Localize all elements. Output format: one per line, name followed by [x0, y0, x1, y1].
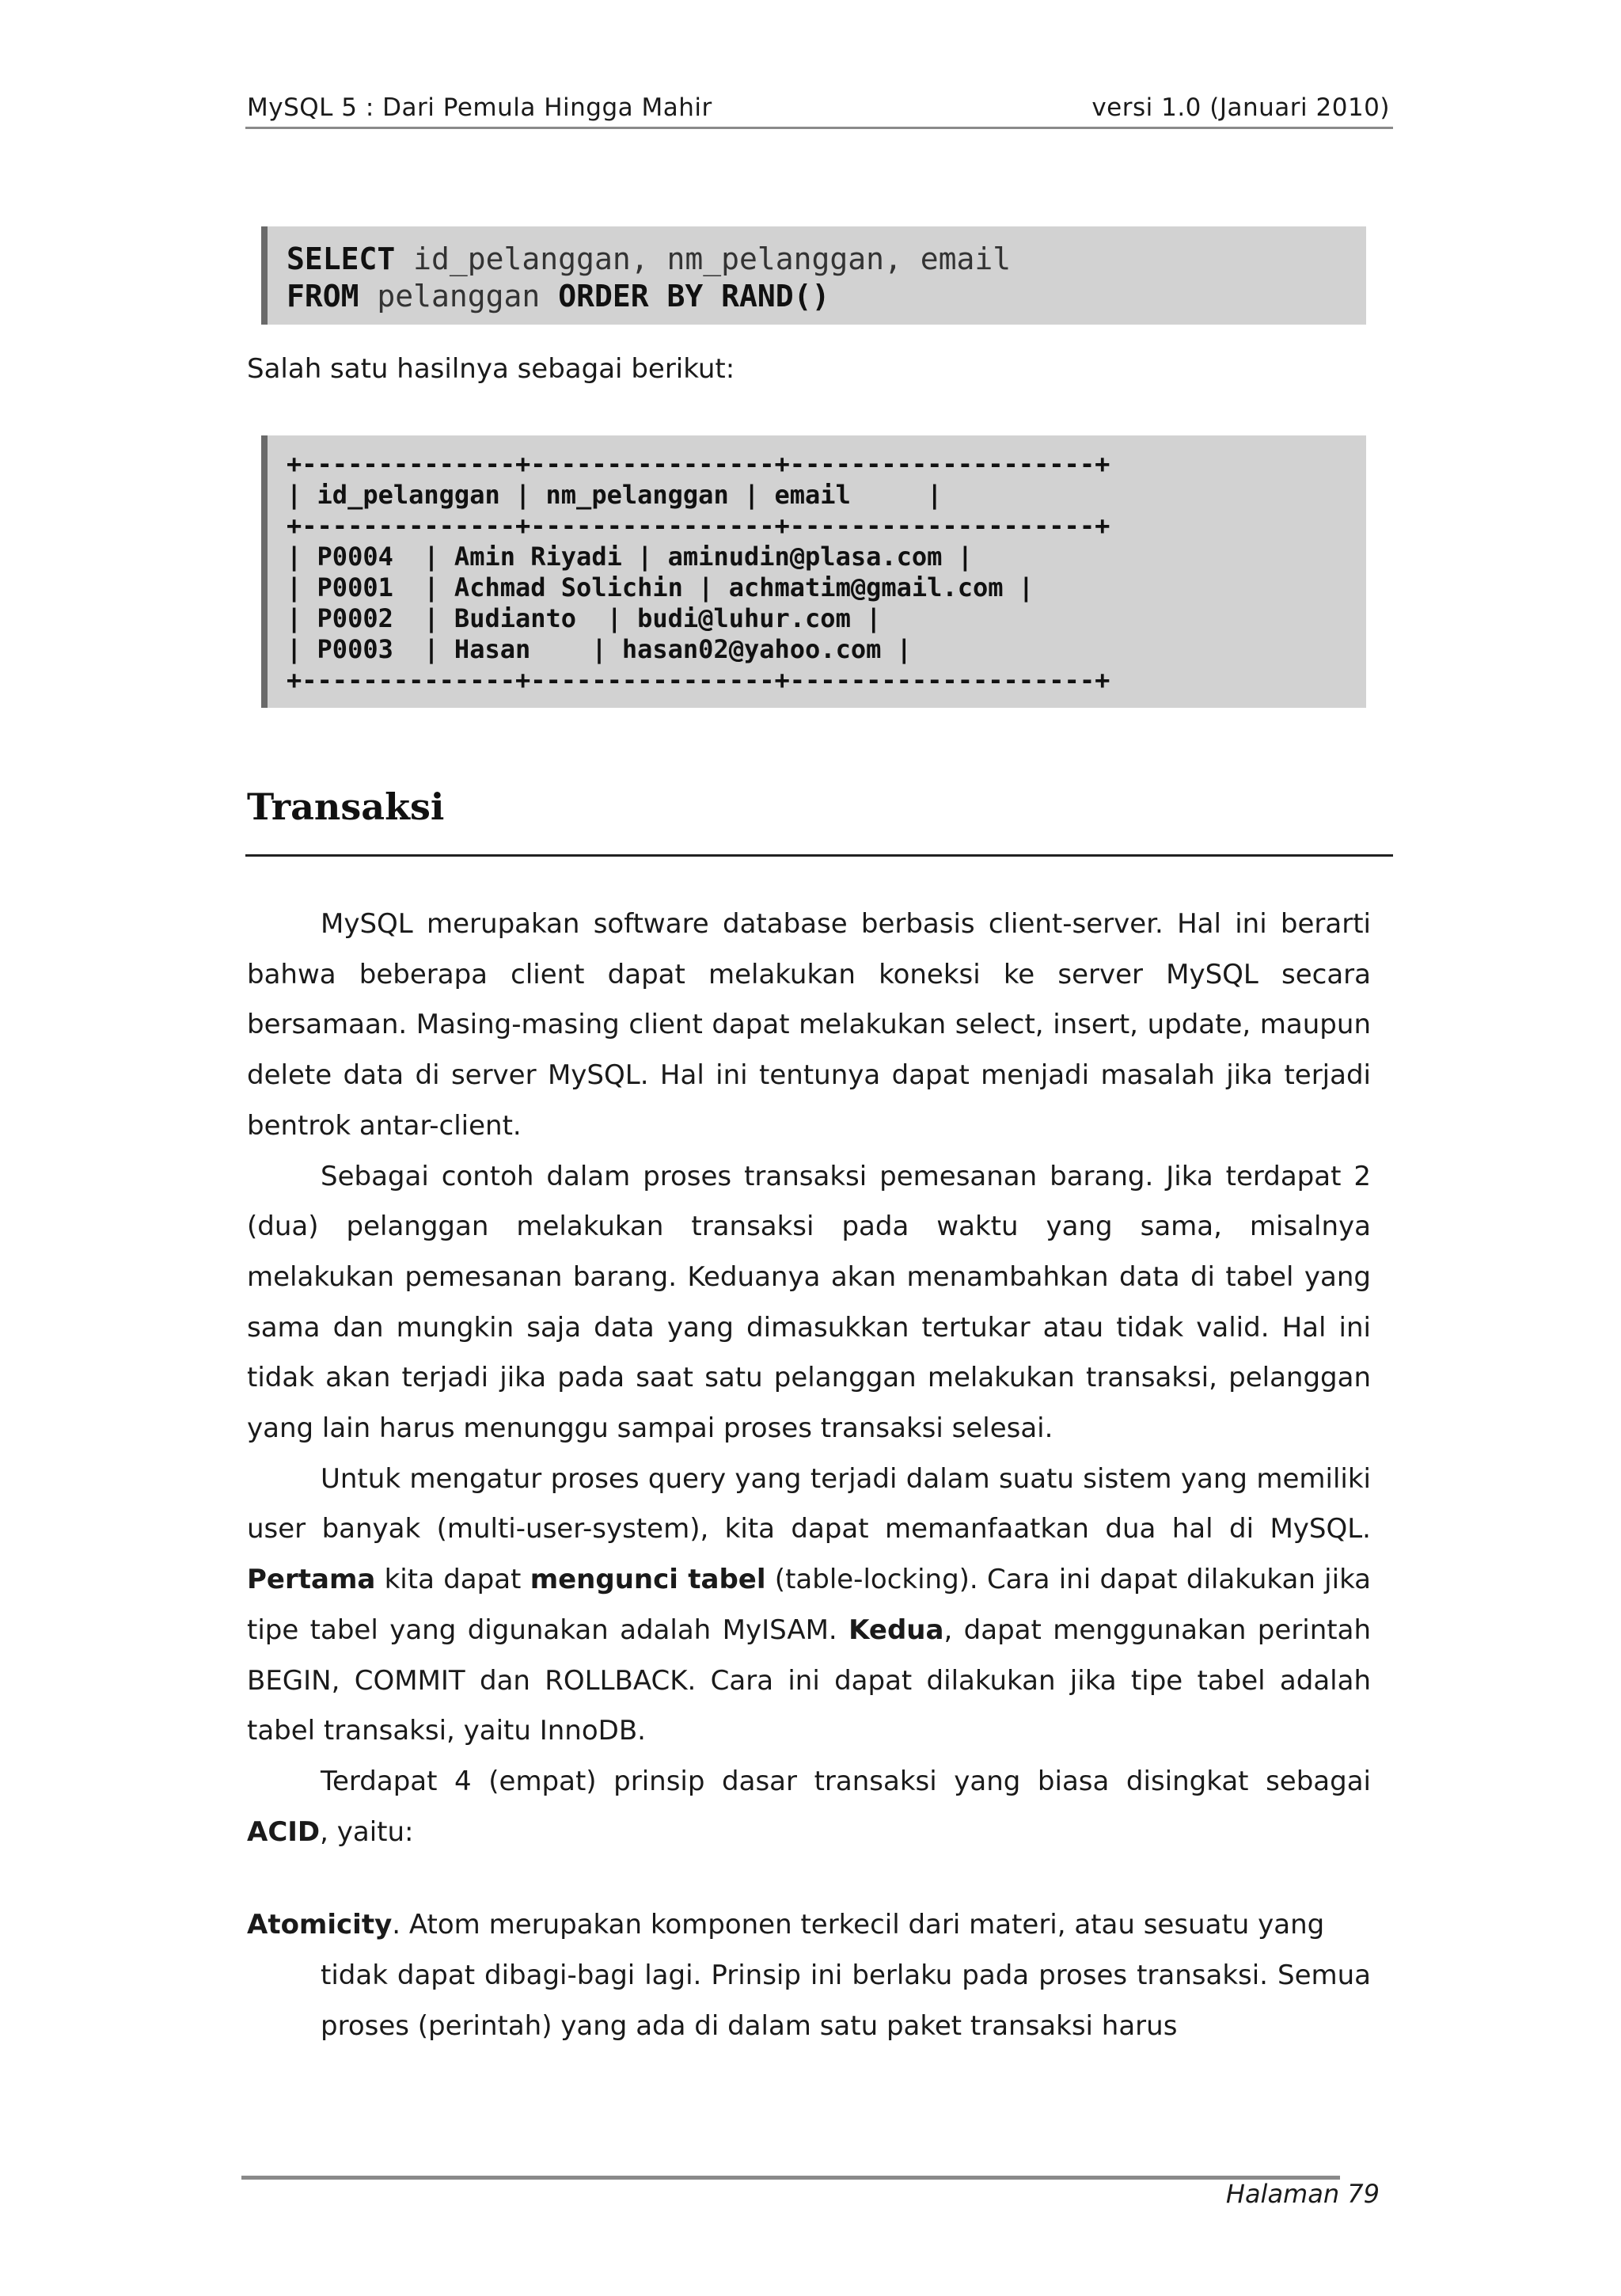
p3-bold-mengunci: mengunci tabel: [530, 1564, 766, 1596]
spacer: [247, 1857, 1371, 1900]
result-line: | P0003 | Hasan | hasan02@yahoo.com |: [287, 634, 912, 664]
keyword-from: FROM: [287, 279, 359, 314]
result-line: | id_pelanggan | nm_pelanggan | email |: [287, 480, 943, 510]
paragraph-2: Sebagai contoh dalam proses transaksi pemesanan barang. Jika terdapat 2 (dua) pelanggan melakukan transaksi pada waktu yang sama, misalnya melakukan pemesanan barang. Keduanya akan menambahkan data di tabel yang sama dan mungkin saja data yang dimasukkan tertukar atau tidak valid. Hal ini tidak akan terjadi jika pada saat satu pelanggan melakukan transaksi, pelanggan yang lain harus menunggu sampai proses transaksi selesai.: [247, 1160, 1371, 1445]
page-number: Halaman 79: [1225, 2179, 1380, 2209]
p4-text-c: , yaitu:: [320, 1815, 414, 1848]
p3-bold-kedua: Kedua: [848, 1614, 944, 1646]
paragraph-1: MySQL merupakan software database berbasis client-server. Hal ini berarti bahwa beberapa client dapat melakukan koneksi ke server MySQL secara bersamaan. Masing-masing client dapat melakukan select, insert, update, maupun delete data di server MySQL. Hal ini tentunya dapat menjadi masalah jika terjadi bentrok antar-client.: [247, 908, 1371, 1142]
keyword-order-by: ORDER BY RAND(): [558, 279, 830, 314]
query-line-1: [287, 241, 1366, 278]
atomicity-continued: tidak dapat dibagi-bagi lagi. Prinsip ini berlaku pada proses transaksi. Semua proses (perintah) yang ada di dalam satu paket transaksi harus: [321, 1960, 1371, 2042]
query-columns: id_pelanggan, nm_pelanggan, email: [395, 241, 1012, 276]
result-line: +--------------+----------------+--------------------+: [287, 449, 1110, 479]
result-line: +--------------+----------------+--------------------+: [287, 511, 1110, 541]
header-book-title: MySQL 5 : Dari Pemula Hingga Mahir: [247, 93, 712, 122]
paragraph-3: [247, 1454, 1371, 1757]
p3-text-e: , dapat menggunakan perintah BEGIN, COMMIT dan ROLLBACK. Cara ini dapat dilakukan jika tipe tabel adalah tabel transaksi, yaitu InnoDB.: [247, 1614, 1371, 1747]
atomicity-term: Atomicity: [247, 1909, 393, 1941]
atomicity-first-line: [247, 1900, 1371, 1951]
p3-text-d: (table-locking). Cara ini dapat dilakukan jika tipe tabel yang digunakan adalah MyISAM.: [247, 1564, 1371, 1646]
atomicity-definition: [247, 1900, 1371, 2051]
p3-text-c: kita dapat: [375, 1564, 530, 1596]
header-divider: [245, 127, 1393, 129]
keyword-select: SELECT: [287, 241, 396, 276]
query-table: pelanggan: [359, 279, 559, 314]
result-line: | P0004 | Amin Riyadi | aminudin@plasa.com |: [287, 542, 973, 572]
query-result-box: [261, 435, 1366, 708]
intro-text: Salah satu hasilnya sebagai berikut:: [247, 353, 735, 385]
result-line: +--------------+----------------+--------------------+: [287, 665, 1110, 695]
p3-text-a: Untuk mengatur proses query yang terjadi dalam suatu sistem yang memiliki user banyak (multi-user-system), kita dapat memanfaatkan dua hal di MySQL.: [247, 1462, 1371, 1545]
paragraph-4: [247, 1757, 1371, 1857]
result-line: | P0001 | Achmad Solichin | achmatim@gmail.com |: [287, 572, 1034, 603]
header-version: versi 1.0 (Januari 2010): [1091, 93, 1390, 122]
section-heading: Transaksi: [247, 785, 445, 828]
p3-bold-pertama: Pertama: [247, 1564, 376, 1596]
section-divider: [245, 854, 1393, 857]
query-line-2: [287, 278, 1366, 315]
page-header: [247, 93, 1390, 122]
result-line: | P0002 | Budianto | budi@luhur.com |: [287, 603, 882, 633]
p4-text-a: Terdapat 4 (empat) prinsip dasar transaksi yang biasa disingkat sebagai: [321, 1765, 1371, 1797]
atomicity-text: . Atom merupakan komponen terkecil dari materi, atau sesuatu yang: [392, 1909, 1325, 1941]
body-text: [247, 899, 1371, 2051]
p4-bold-acid: ACID: [247, 1815, 321, 1848]
sql-query-box: [261, 226, 1366, 325]
footer-divider: [241, 2176, 1340, 2180]
